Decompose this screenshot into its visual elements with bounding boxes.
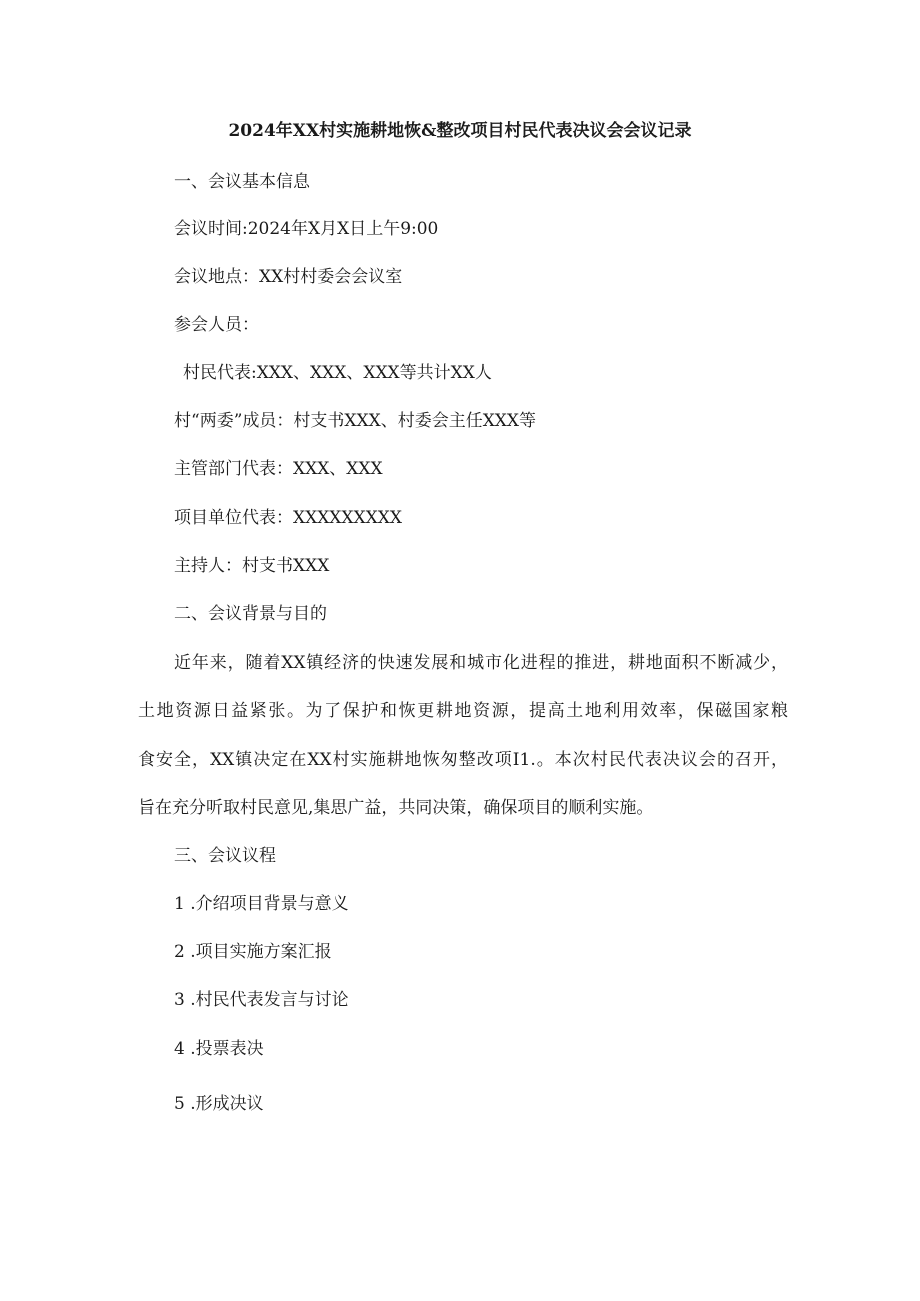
- paragraph-line: 近年来，随着XX镇经济的快速发展和城市化进程的推进，耕地面积不断减少，: [174, 653, 788, 673]
- paragraph-line: 土地资源日益紧张。为了保护和恢更耕地资源，提高土地利用效率，保磁国家粮: [138, 701, 788, 721]
- paragraph-line: 旨在充分听取村民意见,集思广益，共同决策，确保项目的顺利实施。: [138, 798, 654, 818]
- section-heading-agenda: 三、会议议程: [174, 846, 276, 866]
- document-title: 2024年XX村实施耕地恢&整改项目村民代表决议会会议记录: [228, 121, 692, 141]
- agenda-item: 1 .介绍项目背景与意义: [174, 894, 349, 914]
- department-representatives: 主管部门代表：XXX、XXX: [174, 459, 383, 479]
- meeting-time: 会议时间:2024年X月X日上午9:00: [174, 219, 439, 239]
- attendees-label: 参会人员：: [174, 315, 259, 335]
- agenda-item: 5 .形成决议: [174, 1094, 264, 1114]
- paragraph-line: 食安全，XX镇决定在XX村实施耕地恢匆整改项I1.。本次村民代表决议会的召开，: [138, 750, 788, 770]
- meeting-location: 会议地点：XX村村委会会议室: [174, 267, 403, 287]
- agenda-item: 3 .村民代表发言与讨论: [174, 990, 349, 1010]
- project-unit-representatives: 项目单位代表：XXXXXXXXX: [174, 508, 402, 528]
- section-heading-basic-info: 一、会议基本信息: [174, 172, 310, 192]
- villager-representatives: 村民代表:XXX、XXX、XXX等共计XX人: [183, 363, 492, 383]
- meeting-host: 主持人：村支书XXX: [174, 556, 330, 576]
- two-committees-members: 村“两委”成员：村支书XXX、村委会主任XXX等: [174, 411, 536, 431]
- agenda-item: 4 .投票表决: [174, 1039, 264, 1059]
- agenda-item: 2 .项目实施方案汇报: [174, 942, 332, 962]
- section-heading-background: 二、会议背景与目的: [174, 604, 327, 624]
